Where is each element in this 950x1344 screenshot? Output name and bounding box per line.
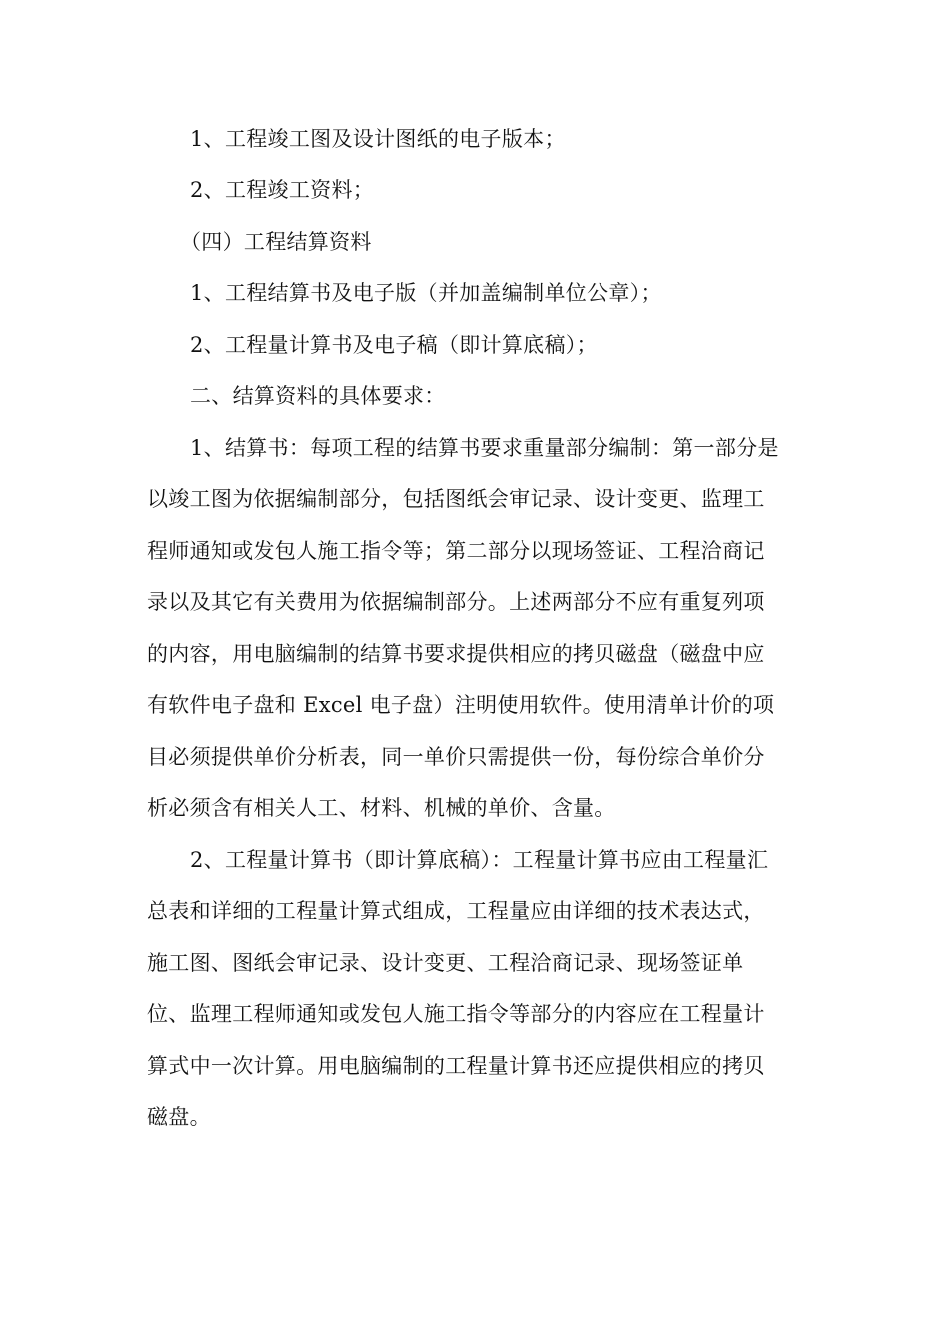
paragraph-line: 录以及其它有关费用为依据编制部分。上述两部分不应有重复列项 bbox=[147, 590, 765, 614]
paragraph-line: 1、结算书：每项工程的结算书要求重量部分编制：第一部分是 bbox=[190, 436, 779, 460]
paragraph-line: 的内容，用电脑编制的结算书要求提供相应的拷贝磁盘（磁盘中应 bbox=[147, 642, 765, 666]
paragraph-line: 施工图、图纸会审记录、设计变更、工程洽商记录、现场签证单 bbox=[147, 951, 744, 975]
paragraph-line: 有软件电子盘和 Excel 电子盘）注明使用软件。使用清单计价的项 bbox=[147, 693, 775, 717]
paragraph-line: 算式中一次计算。用电脑编制的工程量计算书还应提供相应的拷贝 bbox=[147, 1054, 765, 1078]
paragraph-line: 析必须含有相关人工、材料、机械的单价、含量。 bbox=[147, 796, 616, 820]
paragraph-line: 以竣工图为依据编制部分，包括图纸会审记录、设计变更、监理工 bbox=[147, 487, 765, 511]
paragraph-line: 程师通知或发包人施工指令等；第二部分以现场签证、工程洽商记 bbox=[147, 539, 765, 563]
list-item-completion-drawings: 1、工程竣工图及设计图纸的电子版本； bbox=[190, 127, 566, 151]
paragraph-line: 总表和详细的工程量计算式组成，工程量应由详细的技术表达式， bbox=[147, 899, 765, 923]
list-item-completion-data: 2、工程竣工资料； bbox=[190, 178, 375, 202]
section-heading-settlement-data: （四）工程结算资料 bbox=[180, 230, 372, 254]
list-item-settlement-book: 1、工程结算书及电子版（并加盖编制单位公章）； bbox=[190, 281, 662, 305]
section-heading-requirements: 二、结算资料的具体要求： bbox=[190, 384, 446, 408]
paragraph-line: 目必须提供单价分析表，同一单价只需提供一份，每份综合单价分 bbox=[147, 745, 765, 769]
list-item-quantity-calculation: 2、工程量计算书及电子稿（即计算底稿）； bbox=[190, 333, 598, 357]
paragraph-line: 磁盘。 bbox=[147, 1105, 211, 1129]
paragraph-line: 位、监理工程师通知或发包人施工指令等部分的内容应在工程量计 bbox=[147, 1002, 765, 1026]
paragraph-line: 2、工程量计算书（即计算底稿）：工程量计算书应由工程量汇 bbox=[190, 848, 769, 872]
